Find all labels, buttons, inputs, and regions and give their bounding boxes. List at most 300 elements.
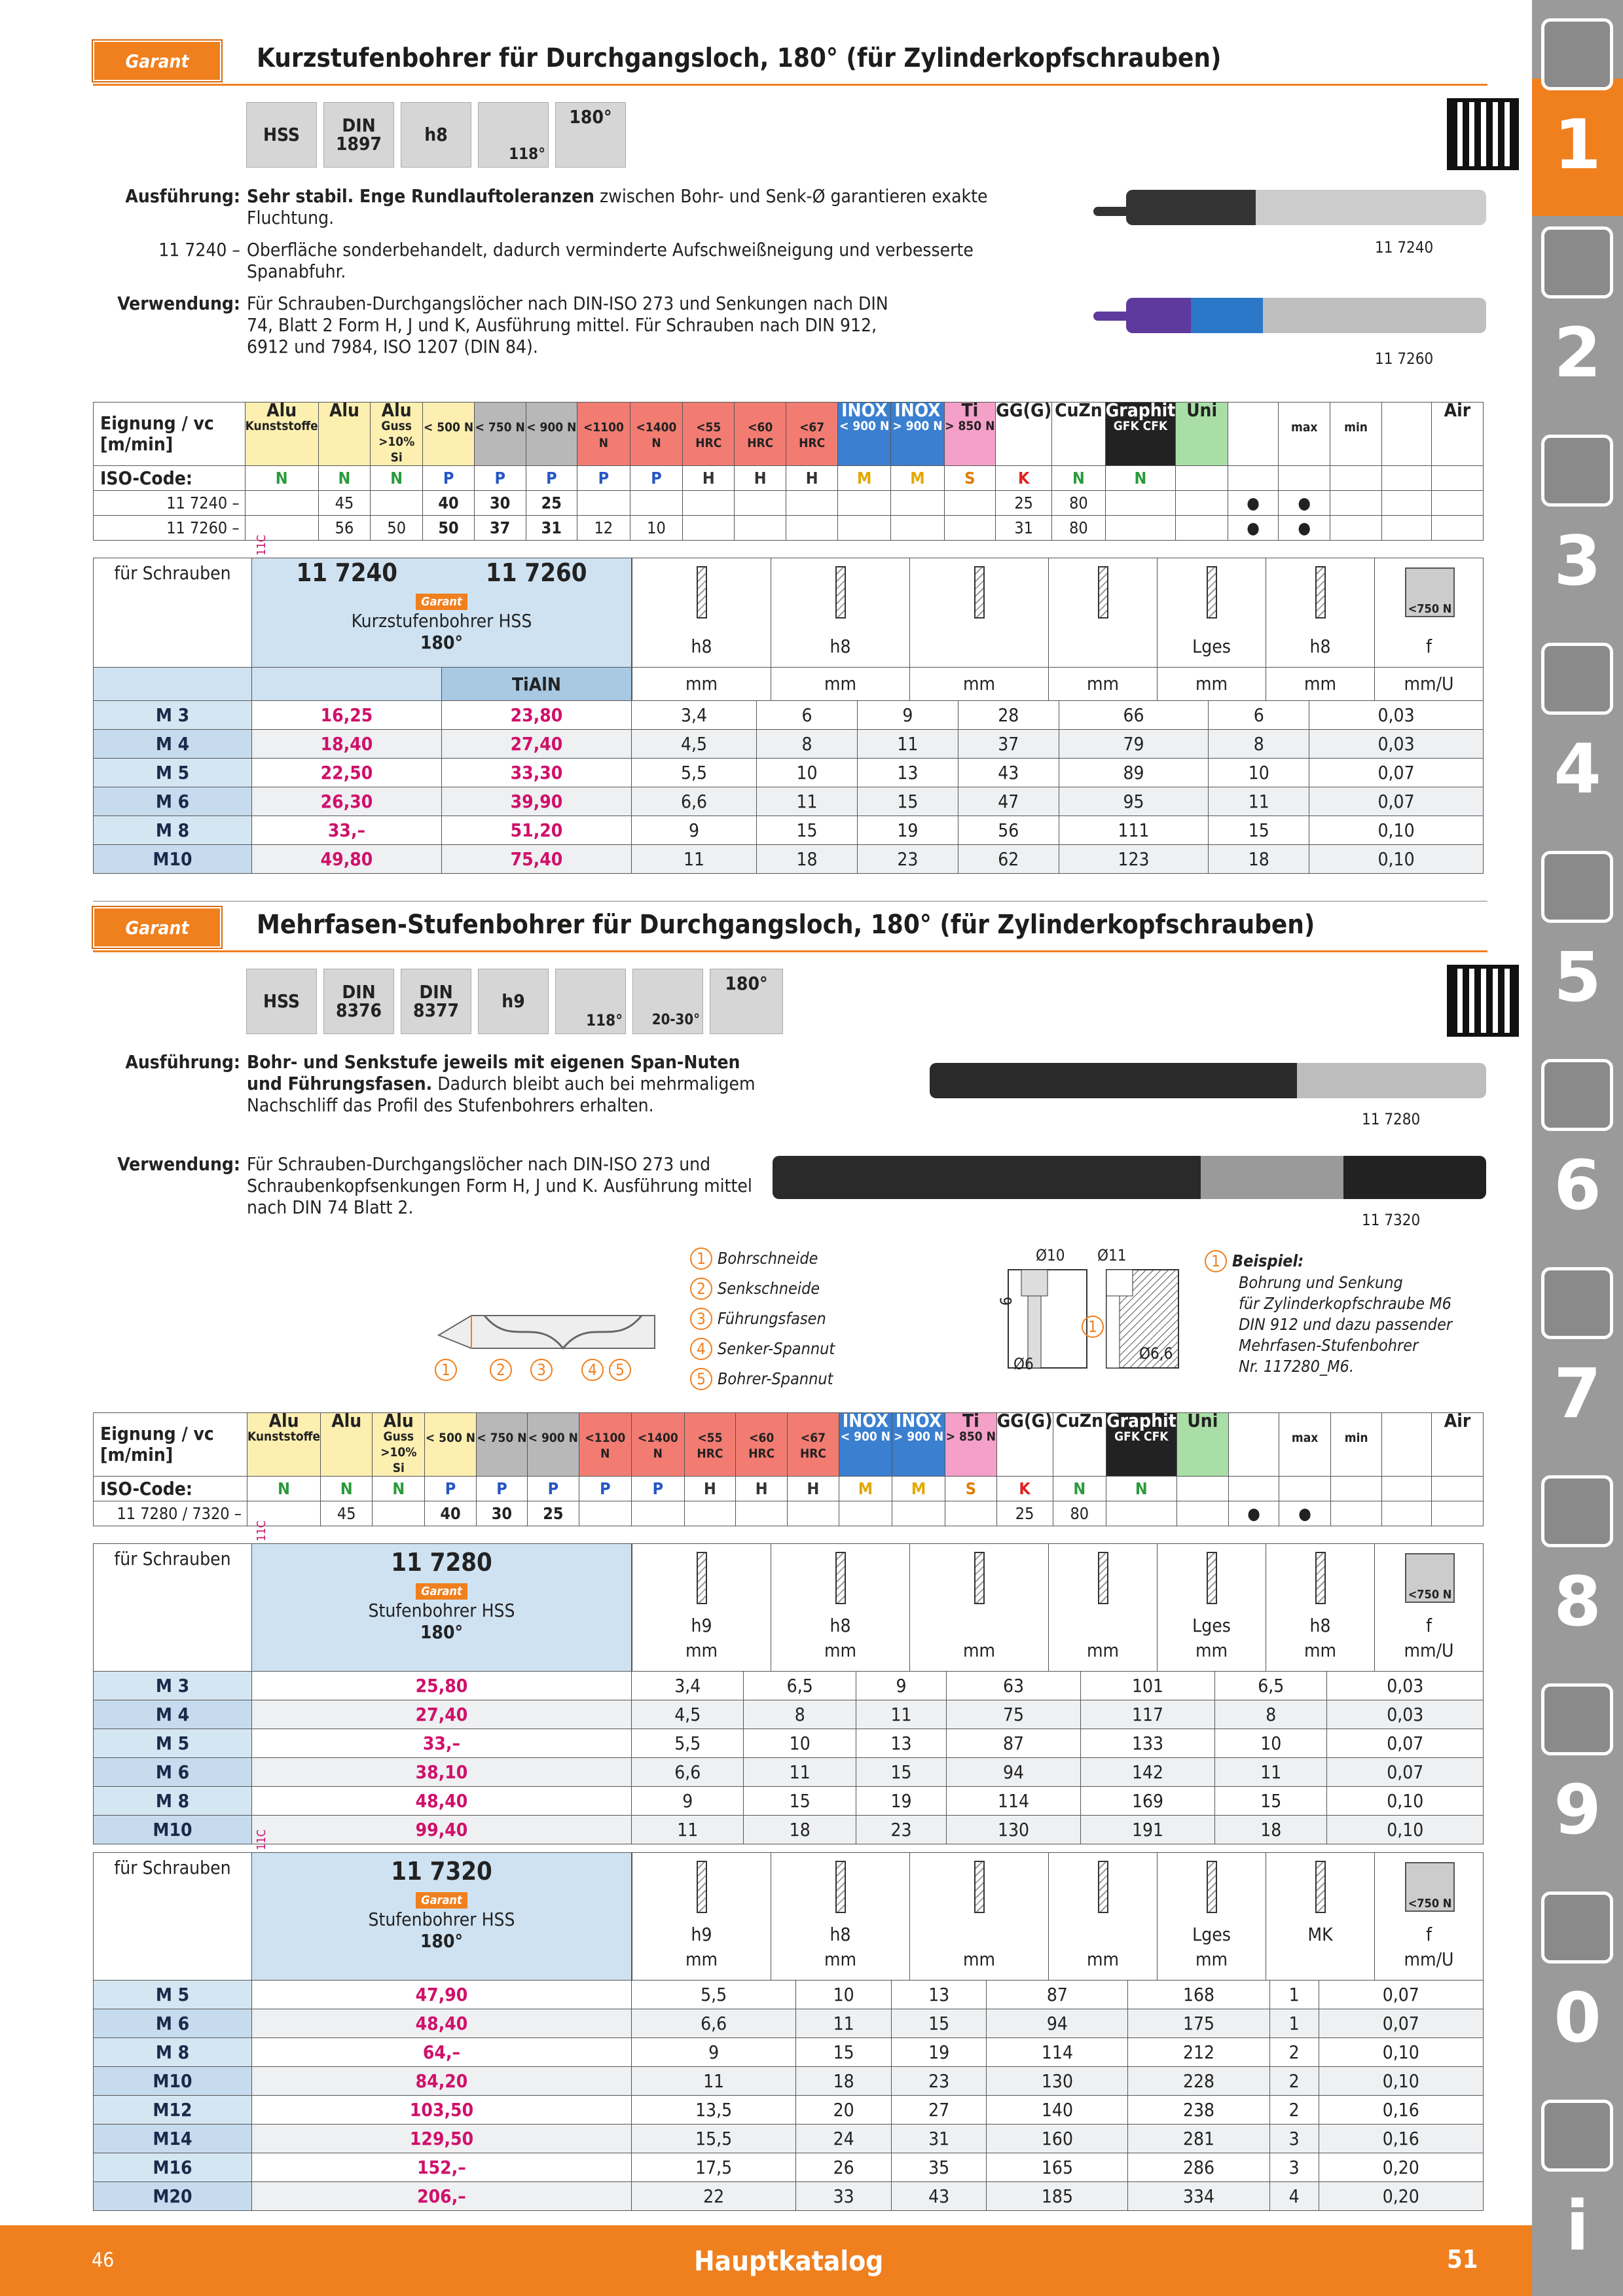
value-cell: 31: [891, 2125, 987, 2153]
iso-code: N: [321, 1477, 373, 1501]
screw-size: M 6: [94, 2009, 252, 2038]
tolerance-label: f: [1426, 636, 1432, 657]
screw-size: M10: [94, 2067, 252, 2096]
iso-code: N: [373, 1477, 425, 1501]
coating-label: TiAlN: [442, 668, 632, 701]
dimension-col: [909, 1853, 1048, 1980]
garant-logo: Garant: [93, 41, 221, 81]
material-col: [630, 403, 683, 466]
drill-image: [773, 1156, 1486, 1199]
material-subtitle: <1100 N: [583, 420, 624, 450]
desc-bold: Sehr stabil. Enge Rundlauftoleranzen: [247, 185, 594, 207]
chapter-icon[interactable]: [1541, 226, 1613, 298]
price-cell: 75,40: [442, 845, 632, 874]
value-cell: 114: [987, 2038, 1128, 2067]
value-cell: 0,10: [1309, 845, 1484, 874]
legend-item: Führungsfasen: [718, 1309, 826, 1328]
value-cell: 281: [1128, 2125, 1269, 2153]
iso-code: [1176, 1477, 1228, 1501]
drill-dimension-icon: [697, 1552, 707, 1604]
chapter-icon[interactable]: [1541, 851, 1613, 923]
iso-code: N: [371, 466, 423, 491]
material-subtitle: < 750 N: [475, 420, 525, 435]
table-row: [94, 1758, 1484, 1787]
chapter-number[interactable]: 4: [1554, 729, 1601, 809]
value-cell: 10: [744, 1729, 856, 1758]
value-cell: 11: [757, 787, 858, 816]
value-cell: 87: [946, 1729, 1080, 1758]
screw-size: M 6: [94, 787, 252, 816]
material-col: [944, 399, 996, 466]
product-angle: 180°: [420, 632, 464, 653]
material-subtitle: <67 HRC: [799, 1431, 826, 1461]
value-cell: 3,4: [632, 701, 757, 730]
chapter-icon[interactable]: [1541, 1475, 1613, 1547]
material-subtitle: < 500 N: [423, 420, 474, 435]
material-col: [1228, 403, 1278, 466]
tolerance-label: h8: [830, 1924, 851, 1945]
tolerance-label: h8: [1309, 1615, 1331, 1636]
qr-code[interactable]: [1447, 98, 1519, 170]
code-tag: 11C: [255, 1829, 268, 1850]
marker: 1: [435, 1359, 457, 1381]
material-icon: [1330, 403, 1381, 420]
cutting-speed: [735, 516, 786, 541]
material-col: [1431, 399, 1483, 466]
iso-code: P: [476, 1477, 527, 1501]
iso-code: N: [247, 1477, 320, 1501]
value-cell: 79: [1059, 730, 1209, 759]
material-title: CuZn: [1055, 399, 1103, 421]
chapter-icon[interactable]: [1541, 18, 1613, 90]
tolerance-label: h8: [830, 636, 851, 657]
legend-list: 1 Bohrschneide 2 Senkschneide 3 Führungsfasen 4 Senker-Spannut 5 Bohrer-Spannut: [690, 1244, 835, 1394]
value-cell: 10: [796, 1981, 892, 2009]
value-cell: 63: [946, 1672, 1080, 1700]
material-title: Graphit: [1106, 1410, 1176, 1431]
material-icon: <750 N: [1405, 1553, 1455, 1603]
material-icon: [1228, 403, 1278, 420]
iso-code: N: [1105, 466, 1176, 491]
iso-code: P: [425, 1477, 476, 1501]
material-title: Ti: [962, 1410, 979, 1431]
for-screws-label: für Schrauben: [94, 1544, 252, 1672]
material-col: [245, 399, 318, 466]
value-cell: 11: [1215, 1758, 1327, 1787]
material-title: INOX: [895, 1410, 942, 1431]
value-cell: 15: [1209, 816, 1309, 845]
price-cell: 103,50: [252, 2096, 632, 2125]
material-subtitle: Kunststoffe: [247, 1429, 321, 1444]
material-title: Uni: [1187, 1410, 1218, 1431]
desc-label: Verwendung:: [117, 293, 240, 314]
material-col: [1052, 399, 1105, 466]
screw-size: M 3: [94, 1672, 252, 1700]
unit-label: mm: [1157, 668, 1266, 700]
price-cell: 38,10: [252, 1758, 632, 1787]
for-screws-label: für Schrauben: [94, 558, 252, 668]
value-cell: 94: [946, 1758, 1080, 1787]
material-icon: [477, 1413, 527, 1430]
value-cell: 0,16: [1319, 2096, 1483, 2125]
material-title: Graphit: [1105, 399, 1176, 421]
cutting-speed: ●: [1228, 491, 1278, 516]
material-subtitle: <55 HRC: [697, 1431, 723, 1461]
chapter-number[interactable]: 3: [1554, 521, 1601, 601]
value-cell: 0,10: [1327, 1787, 1484, 1816]
material-icon: [685, 1413, 736, 1430]
table-row: [94, 816, 1484, 845]
iso-code: P: [632, 1477, 684, 1501]
screw-size: M10: [94, 1816, 252, 1844]
material-subtitle: > 850 N: [945, 1429, 996, 1444]
screw-size: M 4: [94, 1700, 252, 1729]
material-col: [1382, 1413, 1432, 1477]
cutting-speed: 25: [528, 1501, 579, 1526]
value-cell: 15: [858, 787, 958, 816]
iso-code: P: [577, 466, 630, 491]
legend-item: Bohrer-Spannut: [718, 1369, 833, 1388]
tolerance-label: Lges: [1192, 636, 1231, 657]
example-note: 1 Beispiel: Bohrung und Senkung für Zylinderkopfschraube M6 DIN 912 und dazu passender Mehrfasen-Stufenbohrer Nr. 117280_M6.: [1205, 1250, 1452, 1377]
garant-logo: Garant: [416, 594, 467, 610]
material-col: [838, 399, 891, 466]
price-cell: 23,80: [442, 701, 632, 730]
screw-size: M 3: [94, 701, 252, 730]
price-cell: 27,40: [442, 730, 632, 759]
dimension-col: [632, 1853, 771, 1980]
value-cell: 0,10: [1319, 2038, 1483, 2067]
material-icon: [1382, 403, 1431, 420]
iso-code: [1330, 466, 1382, 491]
value-cell: 43: [891, 2182, 987, 2211]
drill-dimension-icon: [697, 1861, 707, 1913]
material-icon: <750 N: [1405, 1862, 1455, 1912]
material-subtitle: <1400 N: [637, 1431, 678, 1461]
drill-dimension-icon: [974, 566, 985, 619]
value-cell: 6: [1209, 701, 1309, 730]
spec-flat-angle: 180°: [710, 969, 783, 1034]
chapter-number[interactable]: 9: [1554, 1770, 1601, 1850]
unit-label: mm: [824, 1640, 857, 1661]
spec-din: DIN 8377: [401, 969, 471, 1034]
cutting-speed: 37: [474, 516, 526, 541]
cutting-speed: [373, 1501, 425, 1526]
material-col: [1432, 1410, 1484, 1477]
value-cell: 20: [796, 2096, 892, 2125]
value-cell: 18: [1215, 1816, 1327, 1844]
price-cell: 51,20: [442, 816, 632, 845]
value-cell: 18: [796, 2067, 892, 2096]
chapter-number[interactable]: 0: [1554, 1978, 1601, 2058]
chapter-icon[interactable]: [1541, 643, 1613, 715]
value-cell: 0,07: [1327, 1729, 1484, 1758]
value-cell: 117: [1081, 1700, 1215, 1729]
page-number-left: 46: [92, 2249, 115, 2272]
cutting-speed: 80: [1053, 1501, 1106, 1526]
price-cell: 16,25: [252, 701, 442, 730]
cutting-speed: [683, 491, 735, 516]
material-title: Air: [1444, 1410, 1471, 1431]
legend-numbers: [435, 1359, 631, 1388]
iso-label: ISO-Code:: [94, 1477, 247, 1501]
price-cell: 33,30: [442, 759, 632, 787]
iso-code: N: [245, 466, 318, 491]
unit-label: mm: [1195, 1948, 1228, 1970]
cutting-speed: 25: [996, 491, 1052, 516]
material-subtitle: <1100 N: [585, 1431, 626, 1461]
legend-item: Senker-Spannut: [718, 1339, 835, 1358]
cutting-speed: [1382, 1501, 1432, 1526]
qr-code[interactable]: [1447, 965, 1519, 1037]
value-cell: 18: [1209, 845, 1309, 874]
drill-dimension-icon: [1098, 1552, 1108, 1604]
material-col: [1381, 403, 1431, 466]
chapter-icon[interactable]: [1541, 1267, 1613, 1339]
drill-tip: [1093, 207, 1139, 216]
chapter-icon[interactable]: [1541, 1059, 1613, 1131]
iso-code: P: [630, 466, 683, 491]
material-col: [474, 403, 526, 466]
tolerance-label: h9: [691, 1615, 712, 1636]
material-col: [839, 1410, 892, 1477]
value-cell: 2: [1269, 2067, 1319, 2096]
dim-label: 6: [996, 1297, 1015, 1306]
legend-item: Senkschneide: [718, 1279, 820, 1298]
material-col: [891, 399, 944, 466]
value-cell: 19: [891, 2038, 987, 2067]
chapter-icon[interactable]: [1541, 1892, 1613, 1964]
material-col: [945, 1410, 996, 1477]
table-row: [94, 1672, 1484, 1700]
cutting-speed: ●: [1279, 1501, 1331, 1526]
article-number: 11 7320: [391, 1857, 492, 1886]
description-2: [93, 1051, 813, 1247]
drill-dimension-icon: [835, 1861, 846, 1913]
section-title: Kurzstufenbohrer für Durchgangsloch, 180° (für Zylinderkopfschrauben): [257, 43, 1222, 73]
drill-image: [1126, 190, 1486, 225]
value-cell: 15: [891, 2009, 987, 2038]
cutting-speed: [891, 491, 944, 516]
iso-code: [1382, 1477, 1432, 1501]
chapter-number[interactable]: 8: [1554, 1562, 1601, 1641]
chapter-icon[interactable]: [1541, 435, 1613, 507]
material-col: [1176, 1410, 1228, 1477]
cutting-speed: 31: [996, 516, 1052, 541]
value-cell: 47: [958, 787, 1059, 816]
value-cell: 22: [632, 2182, 796, 2211]
desc-label: 11 7240 –: [158, 239, 240, 260]
price-table-2: [93, 1520, 1484, 1844]
example-title: Beispiel:: [1232, 1251, 1304, 1270]
drill-tip: [1093, 312, 1133, 321]
desc-bold: Bohr- und Senkstufe jeweils mit eigenen Span-Nuten und Führungsfasen.: [247, 1051, 740, 1094]
material-subtitle: <60 HRC: [748, 1431, 775, 1461]
cutting-speed: [786, 491, 838, 516]
material-col: [1106, 1410, 1176, 1477]
suitability-label: Eignung / vc [m/min]: [94, 403, 246, 466]
value-cell: 0,03: [1309, 730, 1484, 759]
material-title: Air: [1444, 399, 1471, 421]
value-cell: 0,10: [1319, 2067, 1483, 2096]
material-col: [683, 403, 735, 466]
iso-code: P: [526, 466, 577, 491]
price-cell: 84,20: [252, 2067, 632, 2096]
table-row: [94, 2038, 1484, 2067]
value-cell: 6: [757, 701, 858, 730]
cutting-speed: [786, 516, 838, 541]
material-subtitle: GFK CFK: [1113, 419, 1168, 433]
cutting-speed: [944, 516, 996, 541]
price-cell: 26,30: [252, 787, 442, 816]
material-title: INOX: [841, 399, 888, 421]
cutting-speed: 25: [996, 1501, 1053, 1526]
value-cell: 6,6: [632, 1758, 744, 1787]
iso-code: [1176, 466, 1228, 491]
dimension-col: [1157, 558, 1266, 667]
price-cell: 49,80: [252, 845, 442, 874]
spec-point-angle: 118°: [555, 969, 626, 1034]
chapter-number[interactable]: 5: [1554, 937, 1601, 1017]
image-caption: 11 7320: [1362, 1211, 1421, 1229]
price-cell: 39,90: [442, 787, 632, 816]
material-title: INOX: [894, 399, 941, 421]
example-line: DIN 912 und dazu passender: [1239, 1315, 1453, 1334]
price-cell: 18,40: [252, 730, 442, 759]
value-cell: 5,5: [632, 1981, 796, 2009]
dimension-col: [1266, 1544, 1374, 1671]
value-cell: 6,5: [744, 1672, 856, 1700]
value-cell: 185: [987, 2182, 1128, 2211]
unit-label: mm: [909, 668, 1048, 700]
cutting-speed: [1381, 491, 1431, 516]
spec-icons: [246, 102, 626, 168]
value-cell: 130: [946, 1816, 1080, 1844]
value-cell: 24: [796, 2125, 892, 2153]
dimension-col: [1266, 1853, 1374, 1980]
material-title: Alu: [383, 1410, 414, 1431]
chapter-sidebar: [1532, 0, 1623, 2296]
tolerance-label: h9: [691, 1924, 712, 1945]
unit-label: mm/U: [1404, 1640, 1454, 1661]
material-col: [735, 403, 786, 466]
value-cell: 175: [1128, 2009, 1269, 2038]
material-subtitle: > 900 N: [893, 1429, 944, 1444]
suitability-table: [93, 1412, 1484, 1526]
material-icon: [425, 1413, 475, 1430]
unit-label: mm: [685, 1948, 718, 1970]
tolerance-label: f: [1426, 1924, 1432, 1945]
material-subtitle: < 900 N: [526, 420, 577, 435]
table-row: [94, 730, 1484, 759]
material-subtitle: <67 HRC: [799, 420, 826, 450]
chapter-number[interactable]: 6: [1554, 1145, 1601, 1225]
value-cell: 87: [987, 1981, 1128, 2009]
iso-code: [1432, 1477, 1484, 1501]
drill-dimension-icon: [835, 1552, 846, 1604]
material-title: Alu: [329, 399, 359, 421]
value-cell: 101: [1081, 1672, 1215, 1700]
chapter-number[interactable]: i: [1565, 2186, 1590, 2266]
value-cell: 2: [1269, 2038, 1319, 2067]
table-row: [94, 2153, 1484, 2182]
chapter-number[interactable]: 1: [1554, 105, 1601, 185]
value-cell: 165: [987, 2153, 1128, 2182]
iso-code: K: [996, 1477, 1053, 1501]
dim-label: Ø11: [1097, 1246, 1127, 1265]
material-subtitle: max: [1291, 1431, 1319, 1445]
value-cell: 11: [858, 730, 958, 759]
value-cell: 212: [1128, 2038, 1269, 2067]
material-title: CuZn: [1055, 1410, 1104, 1431]
table-row: [94, 2096, 1484, 2125]
image-caption: 11 7280: [1362, 1110, 1421, 1128]
iso-code: P: [528, 1477, 579, 1501]
value-cell: 10: [1215, 1729, 1327, 1758]
value-cell: 142: [1081, 1758, 1215, 1787]
material-col: [736, 1413, 788, 1477]
dimension-col: [909, 1544, 1048, 1671]
drill-dimension-icon: [1098, 566, 1108, 619]
iso-code: P: [423, 466, 475, 491]
material-icon: [528, 1413, 578, 1430]
cutting-speed: [891, 516, 944, 541]
table-row: [94, 845, 1484, 874]
value-cell: 9: [632, 2038, 796, 2067]
desc-text: Für Schrauben-Durchgangslöcher nach DIN-ISO 273 und Schraubenkopfsenkungen Form H, J und K. Ausführung mittel nach DIN 74 Blatt 2.: [247, 1153, 752, 1218]
article-number: 11 7260: [485, 558, 587, 587]
dimension-col: [1266, 558, 1374, 667]
product-header: [252, 535, 632, 668]
cutting-speed: [245, 491, 318, 516]
material-icon: [735, 403, 786, 420]
chapter-number[interactable]: 7: [1554, 1354, 1601, 1433]
value-cell: 334: [1128, 2182, 1269, 2211]
cutting-speed: ●: [1279, 516, 1330, 541]
dimension-col: [909, 558, 1048, 667]
spec-hss: HSS: [246, 102, 317, 168]
screw-size: M 5: [94, 759, 252, 787]
screw-size: M 5: [94, 1981, 252, 2009]
cutting-speed: ●: [1229, 1501, 1279, 1526]
value-cell: 168: [1128, 1981, 1269, 2009]
value-cell: 23: [891, 2067, 987, 2096]
material-icon: [577, 403, 630, 420]
unit-label: mm: [962, 1948, 996, 1970]
iso-code: P: [579, 1477, 631, 1501]
price-cell: 22,50: [252, 759, 442, 787]
dimension-col: [632, 1544, 771, 1671]
chapter-number[interactable]: 2: [1554, 313, 1601, 393]
value-cell: 5,5: [632, 1729, 744, 1758]
dimension-col: [1157, 1544, 1266, 1671]
value-cell: 18: [757, 845, 858, 874]
value-cell: 169: [1081, 1787, 1215, 1816]
drill-dimension-icon: [1207, 566, 1217, 619]
iso-code: H: [786, 466, 838, 491]
value-cell: 228: [1128, 2067, 1269, 2096]
chapter-icon[interactable]: [1541, 1683, 1613, 1755]
chapter-icon[interactable]: [1541, 2100, 1613, 2172]
desc-text: Dadurch bleibt auch bei mehrmaligem Nachschliff das Profil des Stufenbohrers erhalten.: [247, 1073, 756, 1116]
iso-code: S: [945, 1477, 996, 1501]
drill-image: [930, 1063, 1486, 1098]
price-cell: 99,40: [252, 1816, 632, 1844]
example-line: für Zylinderkopfschraube M6: [1239, 1294, 1451, 1313]
material-col: [632, 1413, 684, 1477]
dimension-col: [771, 1544, 909, 1671]
desc-text: Für Schrauben-Durchgangslöcher nach DIN-ISO 273 und Senkungen nach DIN 74, Blatt 2 Form H, J und K, Ausführung mittel. Für Schrauben nach DIN 912, 6912 und 7984, ISO 1207 (DIN 84).: [247, 293, 888, 357]
